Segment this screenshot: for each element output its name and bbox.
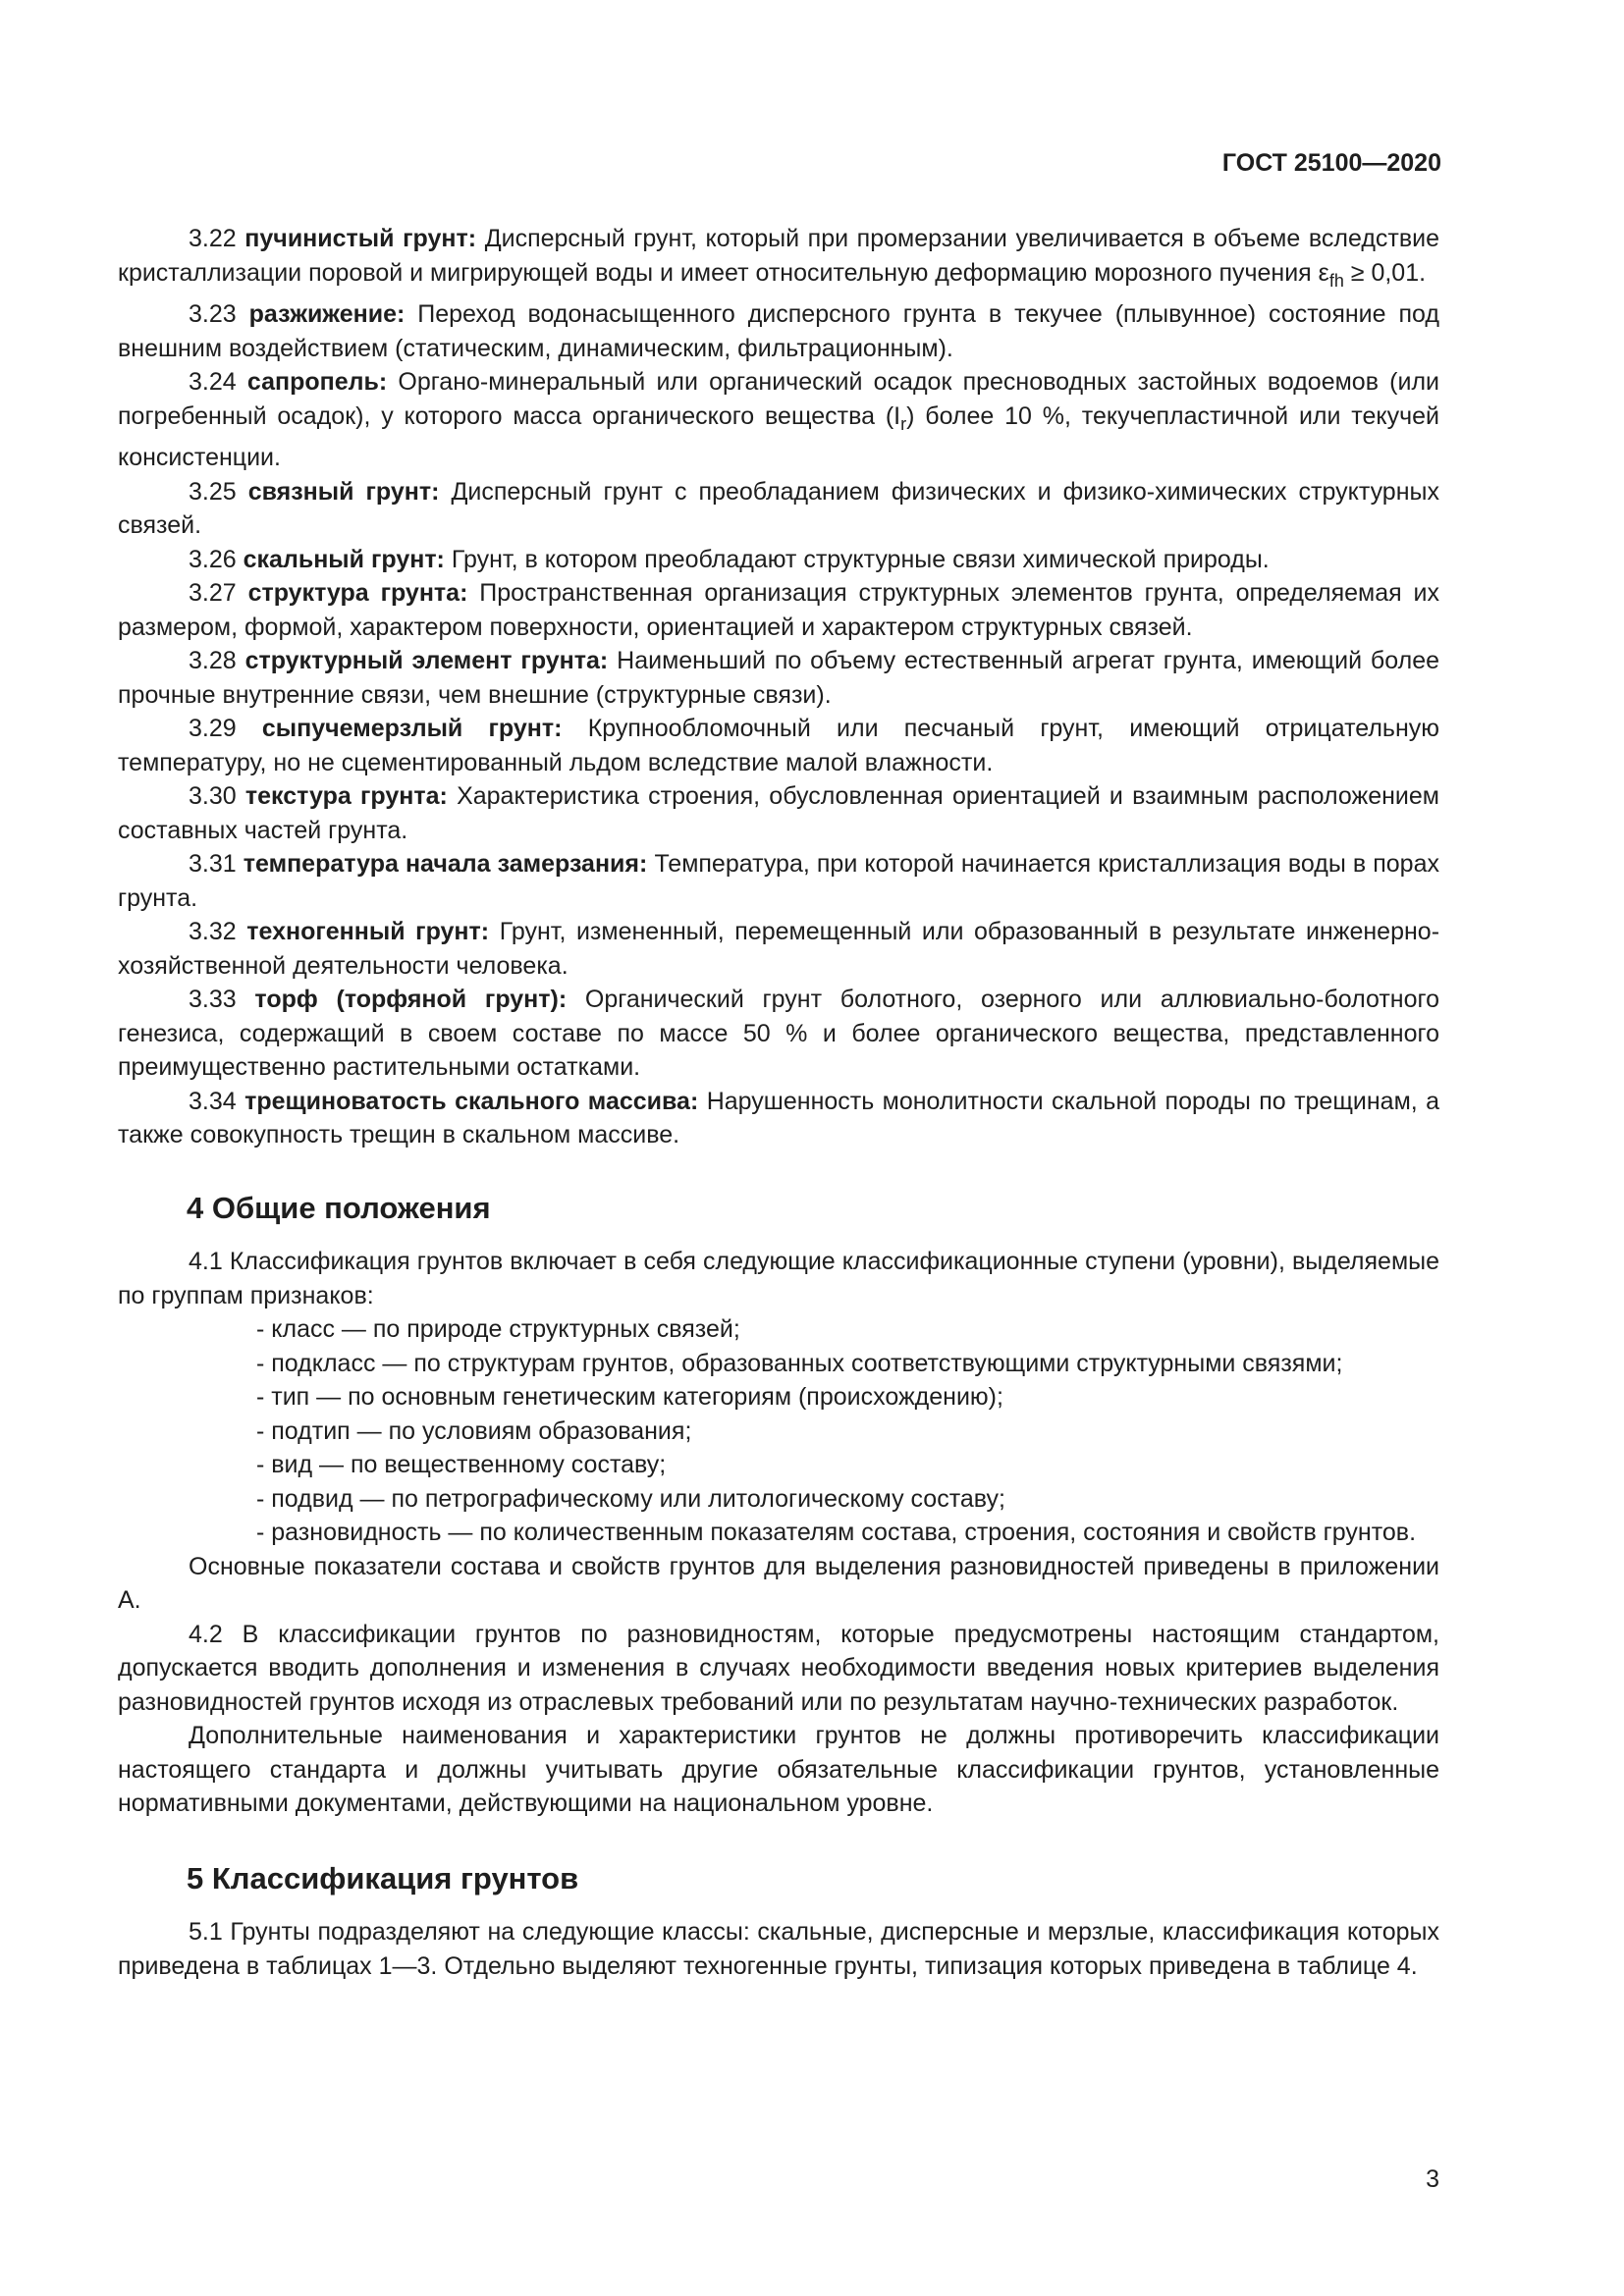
definition-3-22: 3.22 пучинистый грунт: Дисперсный грунт, который при промерзании увеличивается в объеме вследствие кристаллизации поровой и мигрирующей воды и имеет относительную деформацию морозного пучения $\varepsilon_{fh} \ge 0,01$. [118, 225, 1440, 291]
paragraph-appendix-ref: Основные показатели состава и свойств грунтов для выделения разновидностей приведены в приложении А. [118, 1552, 1439, 1614]
definition-3-32: 3.32 техногенный грунт: Грунт, измененный, перемещенный или образованный в результате инженерно-хозяйственной деятельности человека. [118, 918, 1440, 980]
list-item: - подвид — по петрографическому или литологическому составу; [256, 1484, 1005, 1513]
term: структурный элемент грунта: [244, 647, 609, 674]
term: сыпучемерзлый грунт: [261, 715, 563, 742]
paragraph-5-1: 5.1 Грунты подразделяют на следующие классы: скальные, дисперсные и мерзлые, классификация которых приведена в таблицах 1—3. Отдельно выделяют техногенные грунты, типизация которых приведена в таблице 4. [118, 1918, 1439, 1980]
term: сапропель: [246, 368, 388, 396]
list-item: - подкласс — по структурам грунтов, образованных соответствующими структурными связями; [256, 1349, 1343, 1377]
document-header: ГОСТ 25100—2020 [1221, 149, 1441, 177]
list-item: - подтип — по условиям образования; [256, 1416, 692, 1445]
definition-3-27: 3.27 структура грунта: Пространственная организация структурных элементов грунта, определяемая их размером, формой, характером поверхности, ориентацией и характером структурных связей. [118, 579, 1439, 641]
definition-3-28: 3.28 структурный элемент грунта: Наименьший по объему естественный агрегат грунта, имеющий более прочные внутренние связи, чем внешние (структурные связи). [118, 647, 1439, 709]
list-item: - тип — по основным генетическим категориям (происхождению); [256, 1383, 1003, 1411]
definition-3-31: 3.31 температура начала замерзания: Температура, при которой начинается кристаллизация воды в порах грунта. [118, 850, 1439, 912]
page-content [118, 222, 1439, 1983]
term: пучинистый грунт: [244, 225, 477, 252]
definition-3-23: 3.23 разжижение: Переход водонасыщенного дисперсного грунта в текучее (плывунное) состояние под внешним воздействием (статическим, динамическим, фильтрационным). [118, 300, 1439, 362]
term: трещиноватость скального массива: [244, 1087, 699, 1115]
term: текстура грунта: [244, 782, 448, 810]
paragraph-4-2: 4.2 В классификации грунтов по разновидностям, которые предусмотрены настоящим стандартом, допускается вводить дополнения и изменения в случаях необходимости введения новых критериев выделения разновидностей грунтов исходя из отраслевых требований или по результатам научно-технических разработок. [118, 1620, 1439, 1716]
term: техногенный грунт: [246, 918, 490, 945]
definition-3-24: 3.24 сапропель: Органо-минеральный или органический осадок пресноводных застойных водоемов (или погребенный осадок), у которого масса органического вещества $(I_r)$ более 10 %, текучепластичной или текучей консистенции. [118, 368, 1440, 471]
definition-3-30: 3.30 текстура грунта: Характеристика строения, обусловленная ориентацией и взаимным расположением составных частей грунта. [118, 782, 1439, 844]
page-number: 3 [1426, 2165, 1439, 2193]
term: торф (торфяной грунт): [254, 986, 568, 1013]
definition-3-26: 3.26 скальный грунт: Грунт, в котором преобладают структурные связи химической природы. [189, 545, 1270, 573]
term: скальный грунт: [243, 545, 445, 573]
definition-3-25: 3.25 связный грунт: Дисперсный грунт с преобладанием физических и физико-химических структурных связей. [118, 477, 1439, 539]
list-item: - класс — по природе структурных связей; [256, 1315, 740, 1343]
term: температура начала замерзания: [243, 850, 648, 878]
definition-3-29: 3.29 сыпучемерзлый грунт: Крупнообломочный или песчаный грунт, имеющий отрицательную температуру, но не сцементированный льдом вследствие малой влажности. [118, 715, 1439, 776]
list-item: - вид — по вещественному составу; [256, 1451, 667, 1478]
list-item: - разновидность — по количественным показателям состава, строения, состояния и свойств грунтов. [256, 1519, 1417, 1546]
paragraph-additional-names: Дополнительные наименования и характеристики грунтов не должны противоречить классификации настоящего стандарта и должны учитывать другие обязательные классификации грунтов, установленные нормативными документами, действующими на национальном уровне. [118, 1722, 1439, 1817]
definition-3-34: 3.34 трещиноватость скального массива: Нарушенность монолитности скальной породы по трещинам, а также совокупность трещин в скальном массиве. [118, 1087, 1440, 1148]
term: структура грунта: [247, 579, 468, 607]
paragraph-4-1: 4.1 Классификация грунтов включает в себя следующие классификационные ступени (уровни), выделяемые по группам признаков: [118, 1248, 1439, 1309]
term: связный грунт: [247, 477, 440, 506]
definition-3-33: 3.33 торф (торфяной грунт): Органический грунт болотного, озерного или аллювиально-болотного генезиса, содержащий в своем составе по массе 50 % и более органического вещества, представленного преимущественно растительными остатками. [118, 986, 1439, 1081]
section-5-heading: 5 Классификация грунтов [187, 1860, 579, 1896]
term: разжижение: [248, 300, 406, 328]
section-4-heading: 4 Общие положения [187, 1190, 491, 1225]
